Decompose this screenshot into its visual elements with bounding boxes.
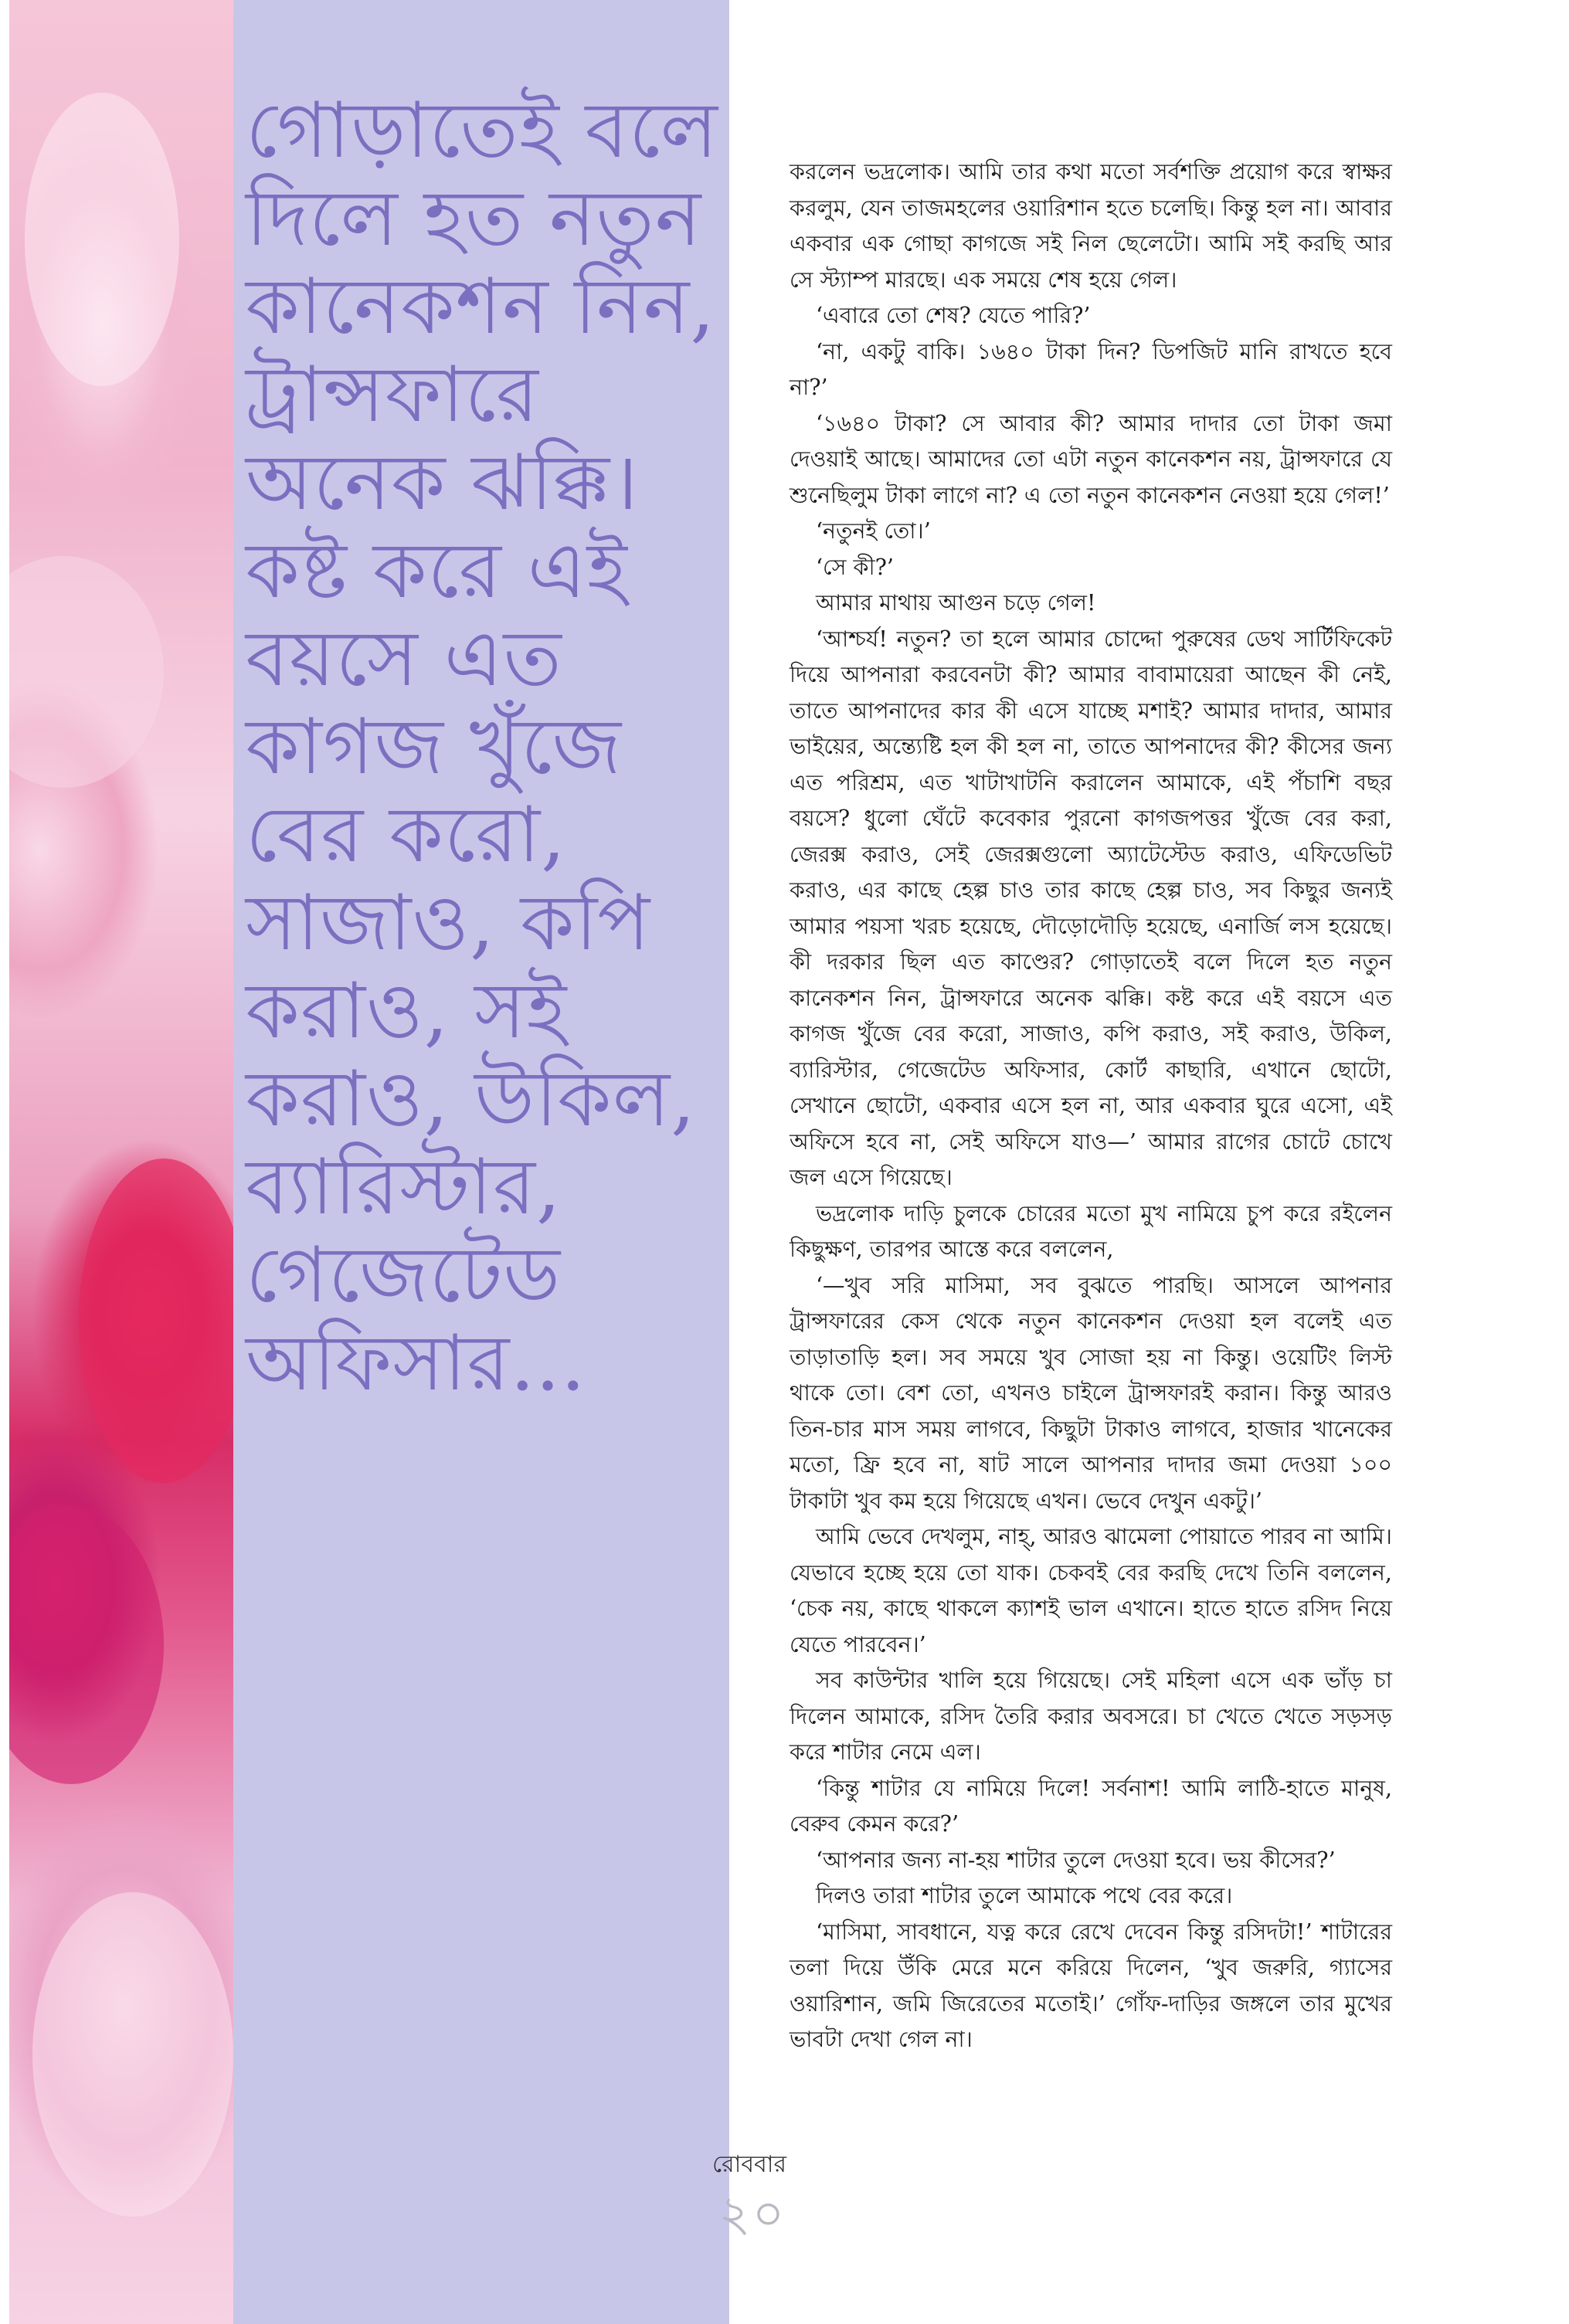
petal-highlight	[9, 556, 164, 788]
petal-highlight	[25, 93, 179, 386]
article-paragraph: ‘কিন্তু শাটার যে নামিয়ে দিলে! সর্বনাশ! আমি লাঠি-হাতে মানুষ, বেরুব কেমন করে?’	[790, 1775, 1392, 1837]
article-paragraph: ‘এবারে তো শেষ? যেতে পারি?’	[816, 303, 1091, 328]
article-paragraph: ‘নতুনই তো।’	[816, 518, 931, 544]
article-paragraph: ভদ্রলোক দাড়ি চুলকে চোরের মতো মুখ নামিয়ে চুপ করে রইলেন কিছুক্ষণ, তারপর আস্তে করে বললেন,	[790, 1200, 1392, 1262]
article-paragraph: ‘আশ্চর্য! নতুন? তা হলে আমার চোদ্দো পুরুষের ডেথ সার্টিফিকেট দিয়ে আপনারা করবেনটা কী? আমার বাবামায়েরা আছেন কী নেই, তাতে আপনাদের কার কী এসে যাচ্ছে মশাই? আমার দাদার, আমার ভাইয়ের, অন্ত্যেষ্টি হল কী হল না, তাতে আপনাদের কী? কীসের জন্য এত পরিশ্রম, এত খাটাখাটনি করালেন আমাকে, এই পঁচাশি বছর বয়সে? ধুলো ঘেঁটে কবেকার পুরনো কাগজপত্তর খুঁজে বের করা, জেরক্স করাও, সেই জেরক্সগুলো অ্যাটেস্টেড করাও, এফিডেভিট করাও, এর কাছে হেল্প চাও তার কাছে হেল্প চাও, সব কিছুর জন্যই আমার পয়সা খরচ হয়েছে, দৌড়োদৌড়ি হয়েছে, এনার্জি লস হয়েছে। কী দরকার ছিল এত কাণ্ডের? গোড়াতেই বলে দিলে হত নতুন কানেকশন নিন, ট্রান্সফারে অনেক ঝক্কি। কষ্ট করে এই বয়সে এত কাগজ খুঁজে বের করো, সাজাও, কপি করাও, সই করাও, উকিল, ব্যারিস্টার, গেজেটেড অফিসার, কোর্ট কাছারি, এখানে ছোটো, সেখানে ছোটো, একবার এসে হল না, আর একবার ঘুরে এসো, এই অফিসে হবে না, সেই অফিসে যাও—’ আমার রাগের চোটে চোখে জল এসে গিয়েছে।	[790, 626, 1392, 1190]
page-number: ২০	[718, 2186, 786, 2243]
article-paragraph: ‘১৬৪০ টাকা? সে আবার কী? আমার দাদার তো টাকা জমা দেওয়াই আছে। আমাদের তো এটা নতুন কানেকশন নয়, ট্রান্সফারে যে শুনেছিলুম টাকা লাগে না? এ তো নতুন কানেকশন নেওয়া হয়ে গেল!’	[790, 410, 1392, 508]
flower-photo	[9, 0, 233, 2324]
article-paragraph: ‘সে কী?’	[816, 554, 894, 580]
article-body	[790, 154, 1392, 2058]
magazine-name: রোববার	[712, 2151, 786, 2178]
article-paragraph: আমার মাথায় আগুন চড়ে গেল!	[816, 590, 1096, 616]
article-paragraph: ‘না, একটু বাকি। ১৬৪০ টাকা দিন? ডিপজিট মানি রাখতে হবে না?’	[790, 338, 1392, 400]
petal-highlight	[32, 1892, 233, 2217]
article-paragraph: সব কাউন্টার খালি হয়ে গিয়েছে। সেই মহিলা এসে এক ভাঁড় চা দিলেন আমাকে, রসিদ তৈরি করার অবসরে। চা খেতে খেতে সড়সড় করে শাটার নেমে এল।	[790, 1668, 1392, 1765]
article-paragraph: করলেন ভদ্রলোক। আমি তার কথা মতো সর্বশক্তি প্রয়োগ করে স্বাক্ষর করলুম, যেন তাজমহলের ওয়ারিশান হতে চলেছি। কিন্তু হল না। আবার একবার এক গোছা কাগজে সই নিল ছেলেটো। আমি সই করছি আর সে স্ট্যাম্প মারছে। এক সময়ে শেষ হয়ে গেল।	[790, 159, 1392, 293]
article-paragraph: আমি ভেবে দেখলুম, নাহ্‌, আরও ঝামেলা পোয়াতে পারব না আমি। যেভাবে হচ্ছে হয়ে তো যাক। চেকবই বের করছি দেখে তিনি বললেন, ‘চেক নয়, কাছে থাকলে ক্যাশই ভাল এখানে। হাতে হাতে রসিদ নিয়ে যেতে পারবেন।’	[790, 1524, 1392, 1657]
pull-quote: গোড়াতেই বলে দিলে হত নতুন কানেকশন নিন, ট্রান্সফারে অনেক ঝক্কি। কষ্ট করে এই বয়সে এত কাগজ খুঁজে বের করো, সাজাও, কপি করাও, সই করাও, উকিল, ব্যারিস্টার, গেজেটেড অফিসার...	[246, 85, 718, 1408]
article-paragraph: ‘আপনার জন্য না-হয় শাটার তুলে দেওয়া হবে। ভয় কীসের?’	[816, 1847, 1336, 1873]
petal-highlight	[79, 1159, 233, 1483]
article-paragraph: ‘—খুব সরি মাসিমা, সব বুঝতে পারছি। আসলে আপনার ট্রান্সফারের কেস থেকে নতুন কানেকশন দেওয়া হল বলেই এত তাড়াতাড়ি হল। সব সময়ে খুব সোজা হয় না কিন্তু। ওয়েটিং লিস্ট থাকে তো। বেশ তো, এখনও চাইলে ট্রান্সফারই করান। কিন্তু আরও তিন-চার মাস সময় লাগবে, কিছুটা টাকাও লাগবে, হাজার খানেকের মতো, ফ্রি হবে না, ষাট সালে আপনার দাদার জমা দেওয়া ১০০ টাকাটা খুব কম হয়ে গিয়েছে এখন। ভেবে দেখুন একটু।’	[790, 1272, 1392, 1514]
petal-highlight	[9, 1506, 164, 1784]
article-paragraph: দিলও তারা শাটার তুলে আমাকে পথে বের করে।	[816, 1883, 1233, 1908]
article-paragraph: ‘মাসিমা, সাবধানে, যত্ন করে রেখে দেবেন কিন্তু রসিদটা!’ শাটারের তলা দিয়ে উঁকি মেরে মনে করিয়ে দিলেন, ‘খুব জরুরি, গ্যাসের ওয়ারিশান, জমি জিরেতের মতোই।’ গোঁফ-দাড়ির জঙ্গলে তার মুখের ভাবটা দেখা গেল না।	[790, 1919, 1392, 2052]
